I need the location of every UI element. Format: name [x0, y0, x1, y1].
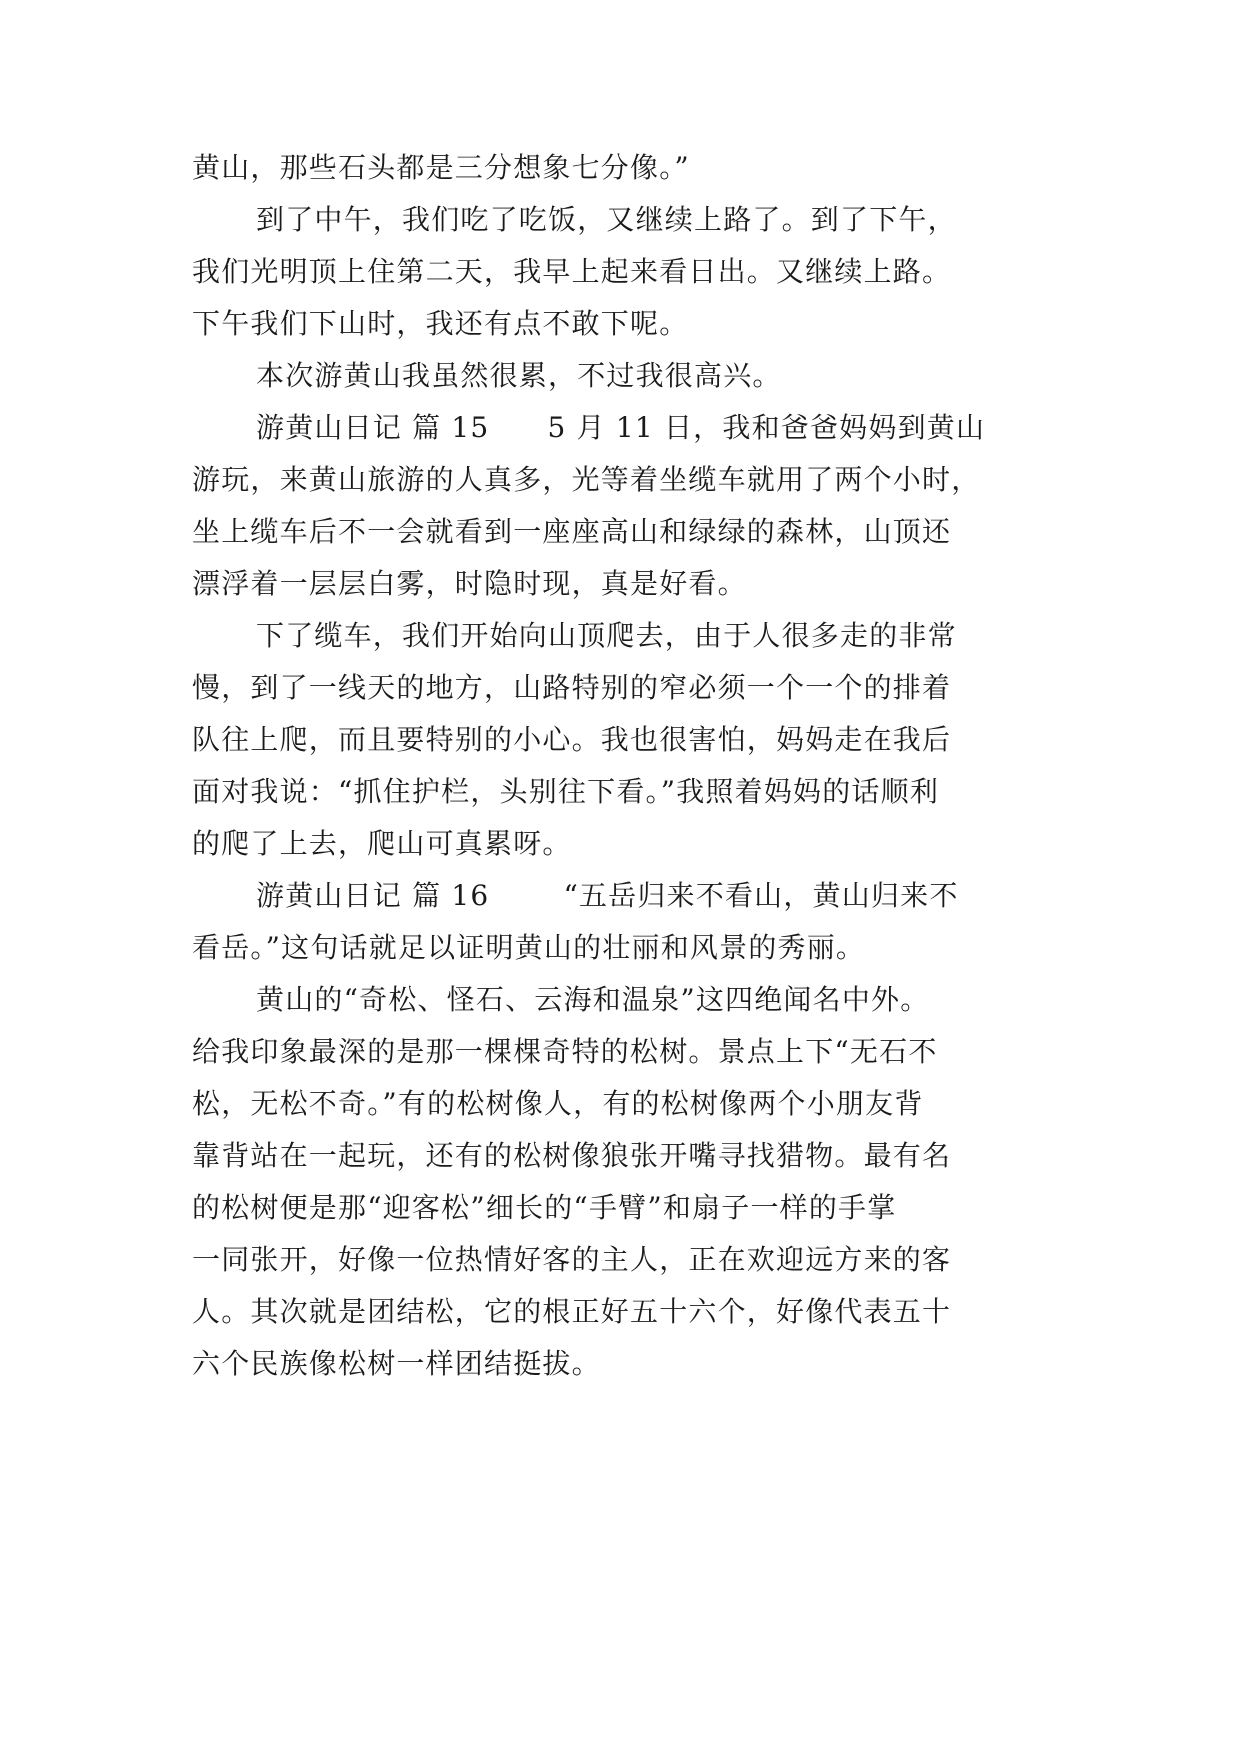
- text-line: 队往上爬，而且要特别的小心。我也很害怕，妈妈走在我后: [192, 723, 952, 756]
- text-line: 坐上缆车后不一会就看到一座座高山和绿绿的森林，山顶还: [192, 515, 952, 548]
- text-line: 一同张开，好像一位热情好客的主人，正在欢迎远方来的客: [192, 1243, 952, 1276]
- entry-opening: “五岳归来不看山，黄山归来不: [563, 879, 959, 912]
- text-line: 的爬了上去，爬山可真累呀。: [192, 827, 572, 860]
- text-line: 松，无松不奇。”有的松树像人，有的松树像两个小朋友背: [192, 1087, 924, 1120]
- text-line: 黄山，那些石头都是三分想象七分像。”: [192, 151, 690, 184]
- entry-opening: 5 月 11 日，我和爸爸妈妈到黄山: [547, 411, 986, 444]
- text-line: 给我印象最深的是那一棵棵奇特的松树。景点上下“无石不: [192, 1035, 938, 1068]
- text-line: 慢，到了一线天的地方，山路特别的窄必须一个一个的排着: [192, 671, 952, 704]
- diary-entry-heading-16: [256, 876, 959, 916]
- entry-title: 游黄山日记 篇 16: [256, 879, 490, 912]
- text-line: 黄山的“奇松、怪石、云海和温泉”这四绝闻名中外。: [256, 983, 930, 1016]
- text-line: 面对我说：“抓住护栏，头别往下看。”我照着妈妈的话顺利: [192, 775, 940, 808]
- diary-entry-heading-15: [256, 408, 985, 448]
- text-line: 靠背站在一起玩，还有的松树像狼张开嘴寻找猎物。最有名: [192, 1139, 952, 1172]
- text-line: 本次游黄山我虽然很累，不过我很高兴。: [256, 359, 782, 392]
- text-line: 六个民族像松树一样团结挺拔。: [192, 1347, 601, 1380]
- text-line: 的松树便是那“迎客松”细长的“手臂”和扇子一样的手掌: [192, 1191, 897, 1224]
- entry-title: 游黄山日记 篇 15: [256, 411, 490, 444]
- text-line: 看岳。”这句话就足以证明黄山的壮丽和风景的秀丽。: [192, 931, 866, 964]
- text-line: 下了缆车，我们开始向山顶爬去，由于人很多走的非常: [256, 619, 957, 652]
- text-line: 漂浮着一层层白雾，时隐时现，真是好看。: [192, 567, 747, 600]
- text-line: 人。其次就是团结松，它的根正好五十六个，好像代表五十: [192, 1295, 952, 1328]
- text-line: 到了中午，我们吃了吃饭，又继续上路了。到了下午，: [256, 203, 957, 236]
- text-line: 游玩，来黄山旅游的人真多，光等着坐缆车就用了两个小时，: [192, 463, 981, 496]
- text-line: 下午我们下山时，我还有点不敢下呢。: [192, 307, 689, 340]
- text-line: 我们光明顶上住第二天，我早上起来看日出。又继续上路。: [192, 255, 952, 288]
